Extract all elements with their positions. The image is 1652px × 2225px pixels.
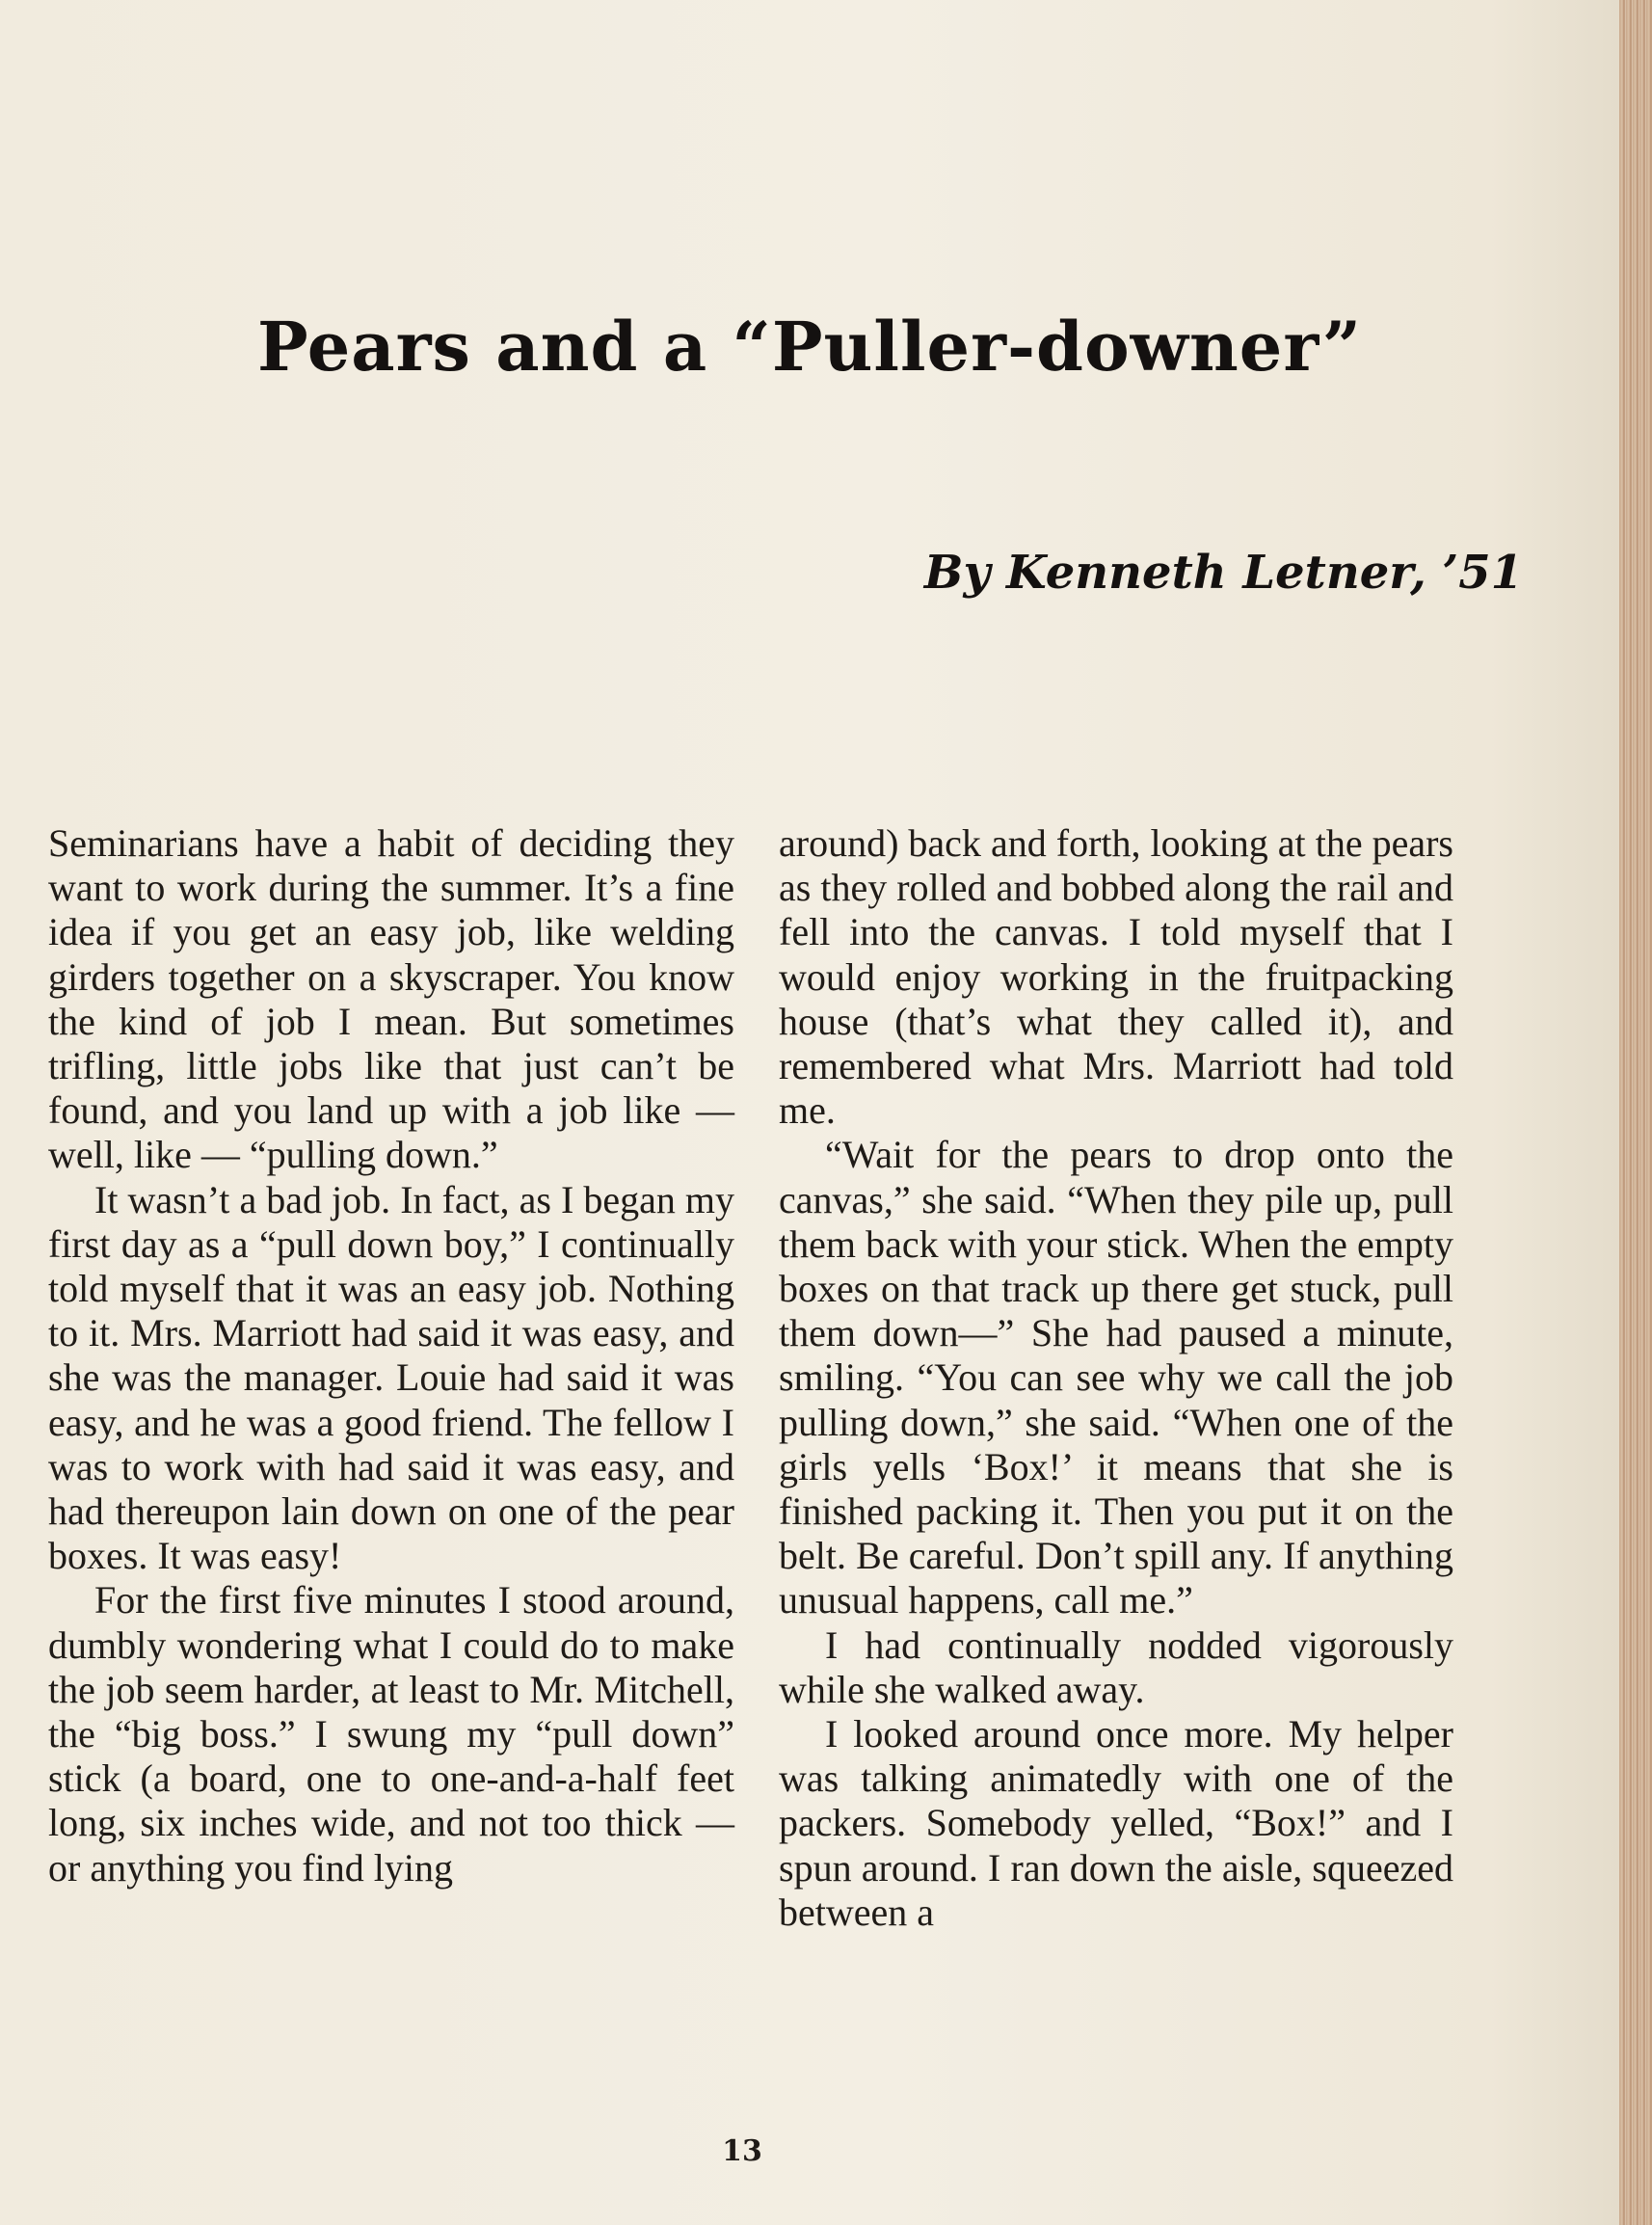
book-page-edge — [1619, 0, 1652, 2225]
paragraph: For the first five minutes I stood around, dumbly wondering what I could do to make the job seem harder, at least to Mr. Mitchell, the “big boss.” I swung my “pull down” stick (a board, one to one-and-a-half feet long, six inches wide, and not too thick — or anything you find lying — [48, 1578, 734, 1890]
paragraph: “Wait for the pears to drop onto the canvas,” she said. “When they pile up, pull them back with your stick. When the empty boxes on that track up there get stuck, pull them down—” She had paused a minute, smiling. “You can see why we call the job pulling down,” she said. “When one of the girls yells ‘Box!’ it means that she is finished packing it. Then you put it on the belt. Be careful. Don’t spill any. If anything unusual happens, call me.” — [779, 1133, 1453, 1622]
paragraph: I had continually nodded vigorously while she walked away. — [779, 1622, 1453, 1711]
article-title: Pears and a “Puller-downer” — [256, 307, 1363, 387]
left-column — [48, 821, 734, 1890]
byline-text: By Kenneth Letner, ’51 — [923, 546, 1523, 600]
article-byline — [0, 546, 1542, 600]
right-column — [779, 821, 1453, 1935]
page-number: 13 — [722, 2134, 762, 2168]
paragraph: It wasn’t a bad job. In fact, as I began my first day as a “pull down boy,” I continually told myself that it was an easy job. Nothing to it. Mrs. Marriott had said it was easy, and she was the manager. Louie had said it was easy, and he was a good friend. The fellow I was to work with had said it was easy, and had thereupon lain down on one of the pear boxes. It was easy! — [48, 1177, 734, 1578]
paragraph: Seminarians have a habit of deciding they want to work during the summer. It’s a fine idea if you get an easy job, like welding girders together on a skyscraper. You know the kind of job I mean. But sometimes trifling, little jobs like that just can’t be found, and you land up with a job like — well, like — “pulling down.” — [48, 821, 734, 1177]
paragraph: around) back and forth, looking at the pears as they rolled and bobbed along the rail and fell into the canvas. I told myself that I would enjoy working in the fruitpacking house (that’s what they called it), and remembered what Mrs. Marriott had told me. — [779, 821, 1453, 1133]
paragraph: I looked around once more. My helper was talking animatedly with one of the packers. Somebody yelled, “Box!” and I spun around. I ran down the aisle, squeezed between a — [779, 1712, 1453, 1934]
